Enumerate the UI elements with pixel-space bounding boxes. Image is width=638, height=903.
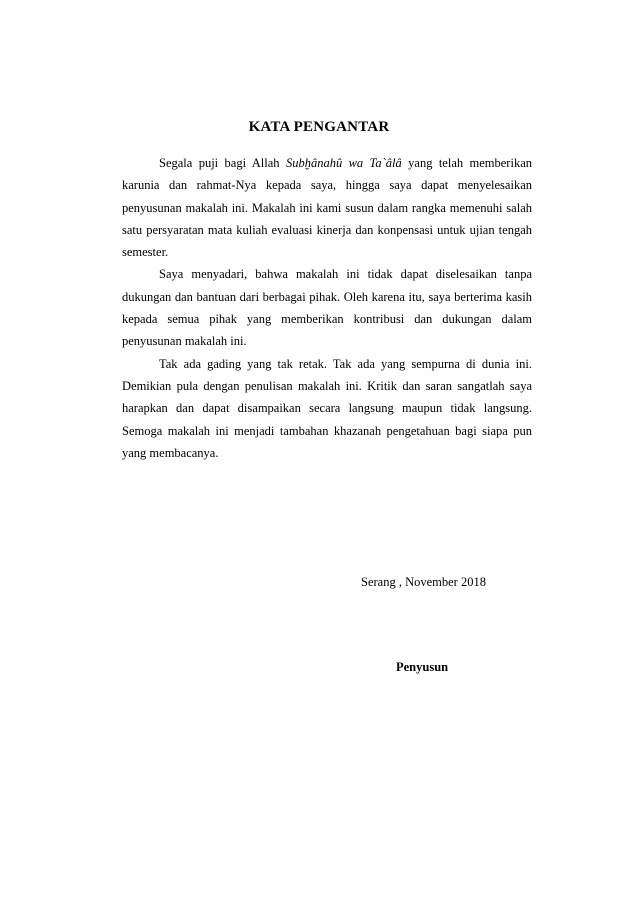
paragraph-1-rest: yang telah memberikan karunia dan rahmat-Nya kepada saya, hingga saya dapat menyelesaikan penyusunan makalah ini. Makalah ini kami susun dalam rangka memenuhi salah satu persyaratan mata kuliah evaluasi kinerja dan konpensasi untuk ujian tengah semester.	[122, 156, 532, 260]
place-date: Serang , November 2018	[361, 575, 486, 589]
paragraph-1-italic-phrase: Subḫânahû wa Ta`âlâ	[285, 156, 402, 170]
paragraph-2: Saya menyadari, bahwa makalah ini tidak dapat diselesaikan tanpa dukungan dan bantuan dari berbagai pihak. Oleh karena itu, saya berterima kasih kepada semua pihak yang memberikan kontribusi dan dukungan dalam penyusunan makalah ini.	[122, 267, 532, 349]
body-text	[122, 152, 532, 464]
paragraph-1-start: Segala puji bagi Allah	[159, 156, 286, 170]
paragraph-3: Tak ada gading yang tak retak. Tak ada yang sempurna di dunia ini. Demikian pula dengan penulisan makalah ini. Kritik dan saran sangatlah saya harapkan dan dapat disampaikan secara langsung maupun tidak langsung. Semoga makalah ini menjadi tambahan khazanah pengetahuan bagi siapa pun yang membacanya.	[122, 356, 532, 460]
author-signature-label: Penyusun	[396, 660, 449, 674]
page-title: KATA PENGANTAR	[248, 119, 390, 135]
paragraph-1	[122, 152, 532, 263]
